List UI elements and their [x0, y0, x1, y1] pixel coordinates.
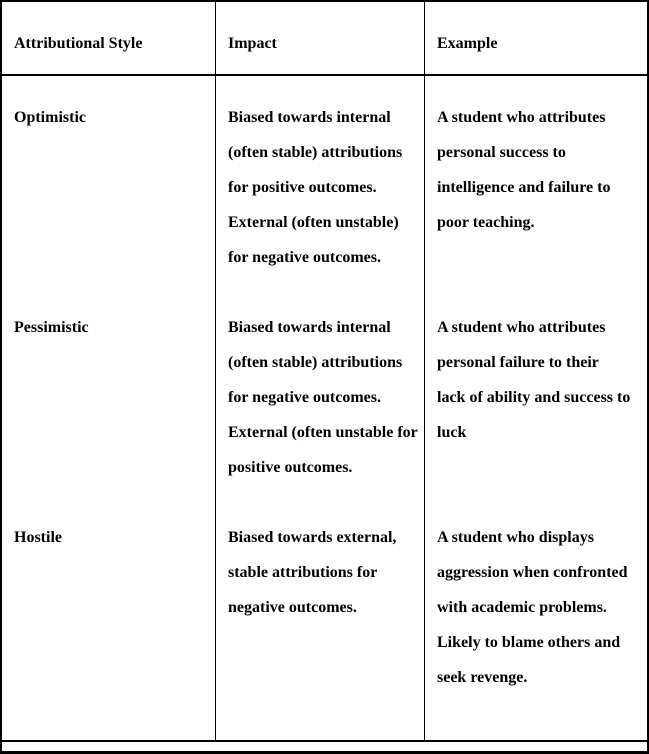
header-label-example: Example: [437, 35, 498, 52]
example-line: A student who attributes: [437, 109, 606, 126]
impact-line: External (often unstable for: [228, 424, 418, 441]
style-cell-optimistic: [2, 76, 216, 286]
table-grid: [2, 2, 647, 742]
header-cell-attributional-style: [2, 2, 216, 76]
impact-line: Biased towards internal: [228, 109, 391, 126]
impact-line: (often stable) attributions: [228, 354, 403, 371]
style-label: Pessimistic: [14, 319, 89, 336]
impact-line: for negative outcomes.: [228, 389, 381, 406]
example-line: A student who displays: [437, 529, 594, 546]
style-cell-hostile: [2, 496, 216, 742]
header-label-attributional-style: Attributional Style: [14, 35, 143, 52]
example-line: Likely to blame others and: [437, 634, 621, 651]
example-line: personal success to: [437, 144, 566, 161]
example-cell-hostile: [425, 496, 647, 742]
style-label: Hostile: [14, 529, 62, 546]
impact-line: for negative outcomes.: [228, 249, 381, 266]
example-line: poor teaching.: [437, 214, 535, 231]
example-line: personal failure to their: [437, 354, 599, 371]
example-cell-pessimistic: [425, 286, 647, 496]
example-line: A student who attributes: [437, 319, 606, 336]
impact-cell-optimistic: [216, 76, 425, 286]
impact-line: stable attributions for: [228, 564, 378, 581]
example-line: seek revenge.: [437, 669, 528, 686]
impact-cell-pessimistic: [216, 286, 425, 496]
example-line: luck: [437, 424, 467, 441]
impact-line: (often stable) attributions: [228, 144, 403, 161]
impact-line: for positive outcomes.: [228, 179, 377, 196]
example-line: lack of ability and success to: [437, 389, 631, 406]
impact-cell-hostile: [216, 496, 425, 742]
impact-line: Biased towards external,: [228, 529, 397, 546]
impact-line: positive outcomes.: [228, 459, 353, 476]
style-cell-pessimistic: [2, 286, 216, 496]
example-line: aggression when confronted: [437, 564, 628, 581]
impact-line: Biased towards internal: [228, 319, 391, 336]
header-cell-example: [425, 2, 647, 76]
header-cell-impact: [216, 2, 425, 76]
impact-line: negative outcomes.: [228, 599, 357, 616]
example-cell-optimistic: [425, 76, 647, 286]
header-label-impact: Impact: [228, 35, 277, 52]
example-line: intelligence and failure to: [437, 179, 611, 196]
impact-line: External (often unstable): [228, 214, 399, 231]
example-line: with academic problems.: [437, 599, 607, 616]
style-label: Optimistic: [14, 109, 86, 126]
